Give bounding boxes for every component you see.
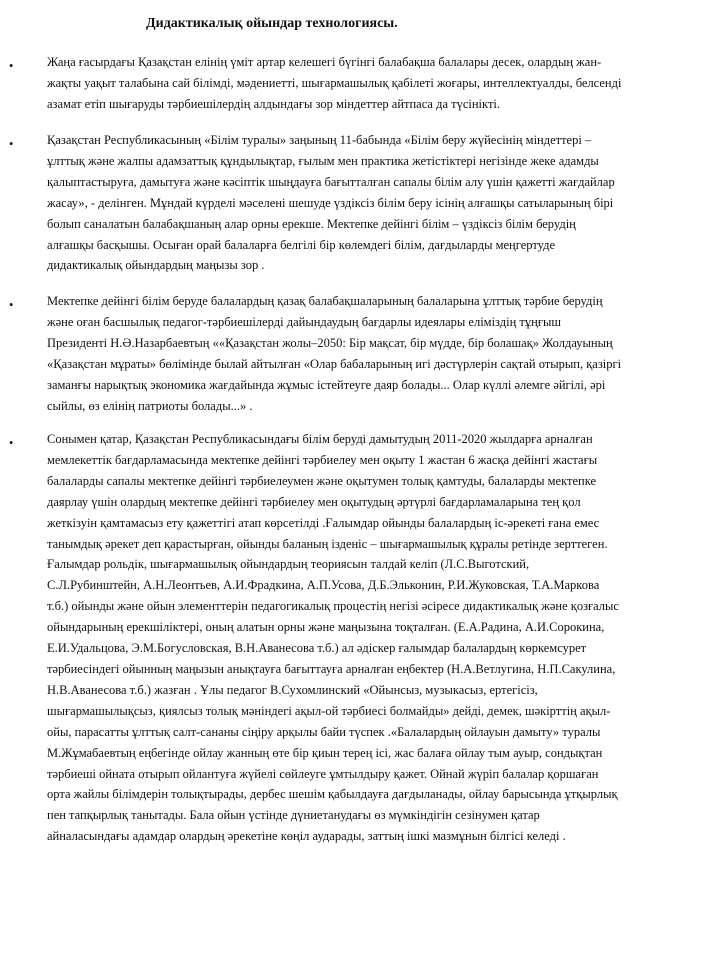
bullet-marker: • xyxy=(9,137,14,151)
paragraph-line: дидактикалық ойындардың маңызы зор . xyxy=(47,258,265,273)
paragraph-4 xyxy=(47,429,718,847)
paragraph-line: заманғы нарықтық экономика жағдайында жұмыс істейтеуге даяр болады... Олар күллі әлемге әйгілі, әрі xyxy=(47,377,606,392)
paragraph-line: Ғалымдар рольдік, шығармашылық ойындардың теориясын талдай келіп (Л.С.Выготский, xyxy=(47,557,530,572)
paragraph-line: балаларды сапалы мектепке дейінгі тәрбиелеумен және оқытумен толық қамтуды, балаларды мектепке xyxy=(47,473,597,488)
paragraph-line: мемлекеттік бағдарламасында мектепке дейінгі тәрбиелеу мен оқыту 1 жастан 6 жасқа дейінгі жастағы xyxy=(47,452,598,467)
paragraph-line: шығармашылықсыз, қиялсыз толық мәніндегі ақыл-ой тәрбиесі болмайды» дейді, демек, шәкірттің ақыл- xyxy=(47,703,611,718)
paragraph-line: Қазақстан Республикасының «Білім туралы» заңының 11-бабында «Білім беру жүйесінің міндеттері – xyxy=(47,133,592,147)
paragraph-line: Н.В.Аванесова т.б.) жазған . Ұлы педагог В.Сухомлинский «Ойынсыз, музыкасыз, ертегісіз, xyxy=(47,682,538,697)
paragraph-1 xyxy=(47,52,718,115)
document-title: Дидактикалық ойындар технологиясы. xyxy=(146,16,398,31)
paragraph-3 xyxy=(47,291,718,416)
paragraph-2 xyxy=(47,130,718,276)
paragraph-line: сыйлы, өз елінің патриоты болады...» . xyxy=(47,398,253,413)
paragraph-line: ойындарының ерекшіліктері, оның алатын орны және маңызына тоқталған. (Е.А.Радина, А.И.Сорокина, xyxy=(47,620,605,635)
paragraph-line: жақты уақыт талабына сай білімді, мәдениетті, шығармашылық қабілеті жоғары, интеллектуалды, белсенді xyxy=(47,75,622,90)
paragraph-line: азамат етіп шығаруды тәрбиешілердің алдындағы зор міндеттер айтпаса да түсінікті. xyxy=(47,96,501,111)
paragraph-line: тәрбиеші ойната отырып ойлантуға жүйелі сөйлеуге ұмтылдыру қажет. Ойнай жүріп балалар қоршаған xyxy=(47,766,599,781)
paragraph-line: қалыптастыруға, дамытуға және кәсіптік шыңдауға бағытталған сапалы білім алу үшін қажетті жағдайлар xyxy=(47,174,615,189)
paragraph-line: Жаңа ғасырдағы Қазақстан елінің үміт артар келешегі бүгінгі балабақша балалары десек, олардың жан- xyxy=(47,55,602,69)
paragraph-line: болып саналатын балабақшаның алар орны ерекше. Мектепке дейінгі білім – үздіксіз білім берудің xyxy=(47,216,576,231)
paragraph-line: Президенті Н.Ә.Назарбаевтың ««Қазақстан жолы–2050: Бір мақсат, бір мүдде, бір болашақ» Жолдауының xyxy=(47,335,613,350)
paragraph-line: жеткізуін қамтамасыз ету қажеттігі атап көрсетілді .Ғалымдар ойынды балалардың іс-әрекеті ғана емес xyxy=(47,515,600,530)
paragraph-line: орта жайлы білімдерін толықтырады, дербес шешім қабылдауға дағдыланады, ойлау барысында ұтқырлық xyxy=(47,787,618,802)
paragraph-line: танымдық әрекет деп қарастырған, ойынды баланың ізденіс – шығармашылық құралы ретінде зерттеген. xyxy=(47,536,608,551)
paragraph-line: ұлттық және жалпы адамзаттық құндылықтар, ғылым мен практика жетістіктері негізінде жеке адамды xyxy=(47,153,599,168)
paragraph-line: Мектепке дейінгі білім беруде балалардың қазақ балабақшаларының балаларына ұлттық тәрбие берудің xyxy=(47,294,603,308)
paragraph-line: айналасындағы адамдар олардың әрекетіне көңіл аударады, заттың ішкі мазмұнын білгісі келеді . xyxy=(47,829,566,844)
paragraph-line: Сонымен қатар, Қазақстан Республикасындағы білім беруді дамытудың 2011-2020 жылдарға арналған xyxy=(47,432,593,446)
paragraph-line: алғашқы басқышы. Осыған орай балаларға белгілі бір көлемдегі білім, дағдыларды меңгертуде xyxy=(47,237,556,252)
paragraph-line: Е.И.Удальцова, Э.М.Богусловская, В.Н.Аванесова т.б.) ал әдіскер ғалымдар балалардың көркемсурет xyxy=(47,641,587,656)
paragraph-line: тәрбиесіндегі ойынның маңызын анықтауға бағыттауға арналған еңбектер (Н.А.Ветлугина, Н.П.Сакулина, xyxy=(47,661,616,676)
paragraph-line: С.Л.Рубинштейн, А.Н.Леонтьев, А.И.Фрадкина, А.П.Усова, Д.Б.Эльконин, Р.И.Жуковская, Т.А.Маркова xyxy=(47,578,600,593)
paragraph-line: пен тапқырлық танытады. Бала ойын үстінде дүниетанудағы өз мүмкіндігін сезінумен қатар xyxy=(47,808,540,823)
paragraph-line: даярлау үшін олардың мектепке дейінгі тәрбиелеу мен оқытудың әртүрлі бағдарламаларына тең қол xyxy=(47,494,581,509)
paragraph-line: ойы, парасатты ұлттық салт-сананы сіңіру арқылы байи түспек .«Балалардың ойлауын дамыту» туралы xyxy=(47,724,601,739)
paragraph-line: жасау», - делінген. Мұндай күрделі мәселені шешуде үздіксіз білім беру ісінің алғашқы сатыларының бірі xyxy=(47,195,614,210)
bullet-marker: • xyxy=(9,436,14,450)
bullet-marker: • xyxy=(9,298,14,312)
paragraph-line: М.Жұмабаевтың еңбегінде ойлау жанның өте бір қиын терең ісі, жас балаға ойлау тым ауыр, сондықтан xyxy=(47,745,603,760)
paragraph-line: және оған басшылық педагог-тәрбиешілерді дайындаудың бағдарлы идеялары еліміздің тұңғыш xyxy=(47,314,561,329)
paragraph-line: т.б.) ойынды және ойын элементтерін педагогикалық процестің негізі әсіресе дидактикалық және қозғалыс xyxy=(47,599,619,614)
bullet-marker: • xyxy=(9,59,14,73)
paragraph-line: «Қазақстан мұраты» бөлімінде былай айтылған «Олар бабаларының игі дәстүрлерін сақтай отырып, қазіргі xyxy=(47,356,622,371)
